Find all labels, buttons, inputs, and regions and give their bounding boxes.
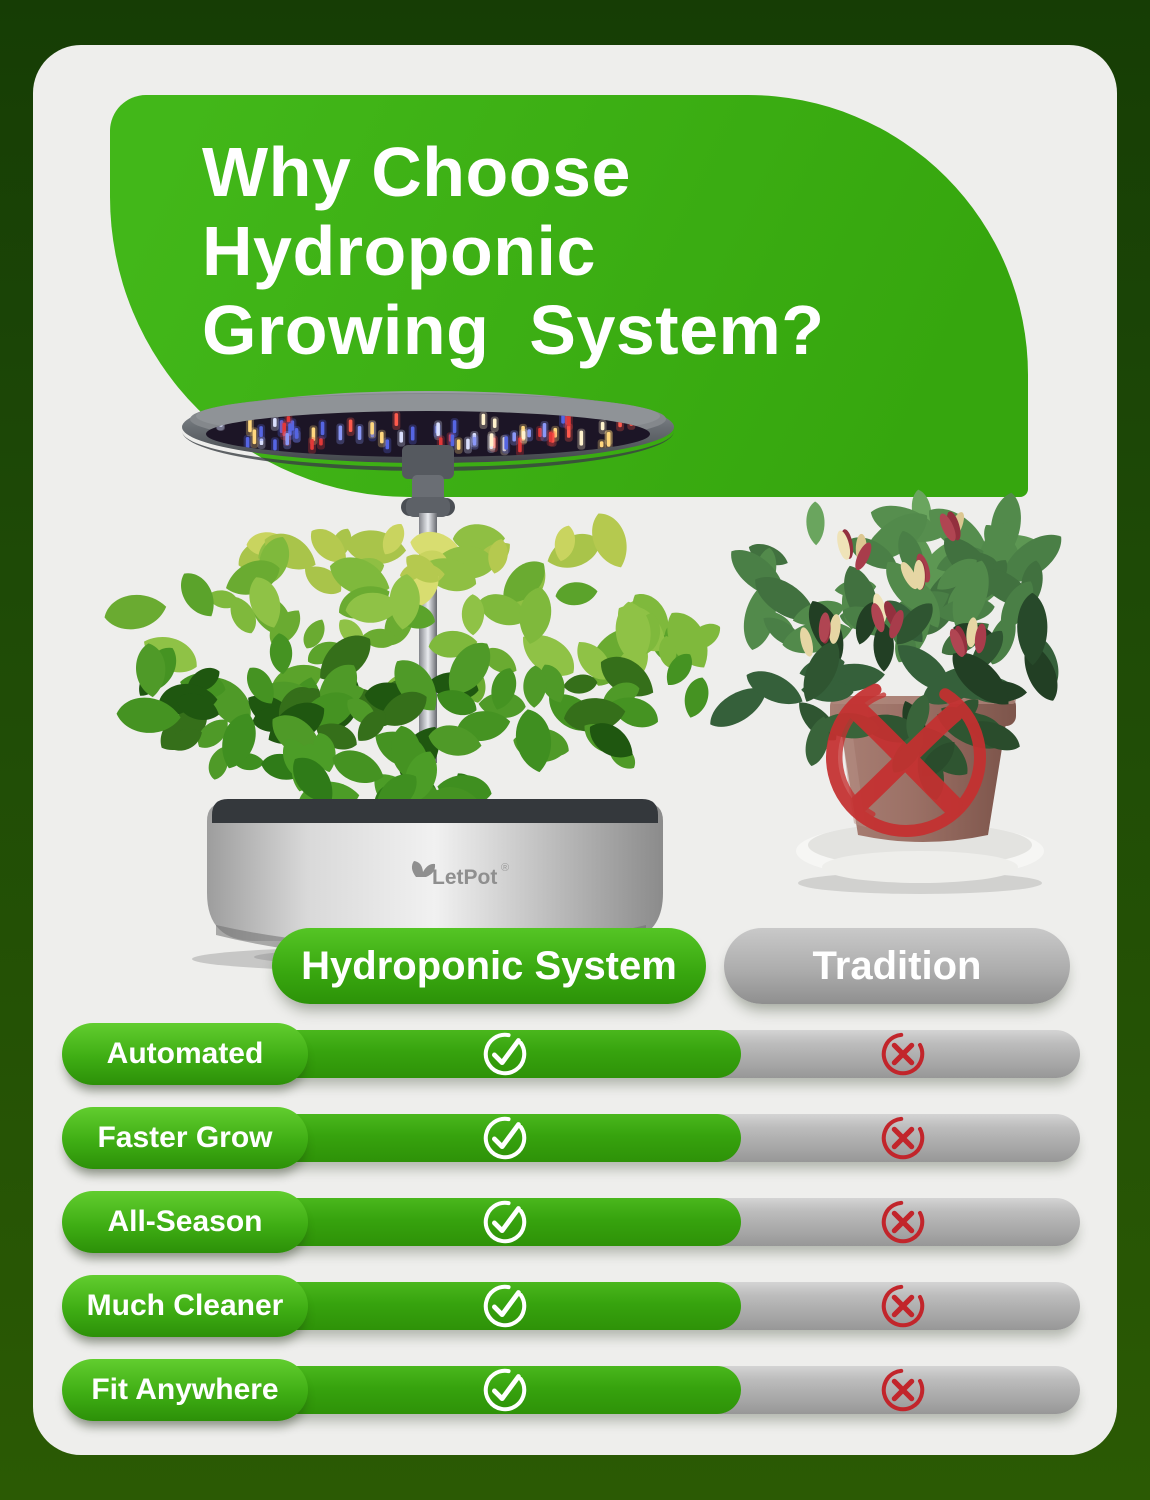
title-line-2: Hydroponic [202, 212, 596, 290]
table-row [33, 1359, 1117, 1429]
title-line-3: Growing System? [202, 291, 825, 369]
cross-icon [878, 1197, 928, 1247]
row-label: Much Cleaner [62, 1275, 308, 1337]
check-icon [480, 1113, 530, 1163]
basil-foliage [100, 507, 725, 833]
cross-icon [878, 1281, 928, 1331]
row-label: Fit Anywhere [62, 1359, 308, 1421]
table-row [33, 1275, 1117, 1345]
row-label: Faster Grow [62, 1107, 308, 1169]
title-line-1: Why Choose [202, 133, 631, 211]
table-row [33, 1023, 1117, 1093]
check-icon [480, 1197, 530, 1247]
row-label: Automated [62, 1023, 308, 1085]
brand-name: LetPot [432, 866, 498, 889]
cross-icon [878, 1029, 928, 1079]
table-row [33, 1191, 1117, 1261]
column-header-tradition: Tradition [724, 928, 1070, 1004]
table-row [33, 1107, 1117, 1177]
check-icon [480, 1365, 530, 1415]
card [33, 45, 1117, 1455]
page-title [202, 133, 825, 370]
hydroponic-system-photo [120, 385, 720, 985]
registered-mark: ® [501, 862, 510, 874]
cross-icon [878, 1365, 928, 1415]
check-icon [480, 1281, 530, 1331]
cross-icon [878, 1113, 928, 1163]
column-header-hydroponic: Hydroponic System [272, 928, 706, 1004]
traditional-plant-photo [740, 515, 1070, 910]
check-icon [480, 1029, 530, 1079]
row-label: All-Season [62, 1191, 308, 1253]
